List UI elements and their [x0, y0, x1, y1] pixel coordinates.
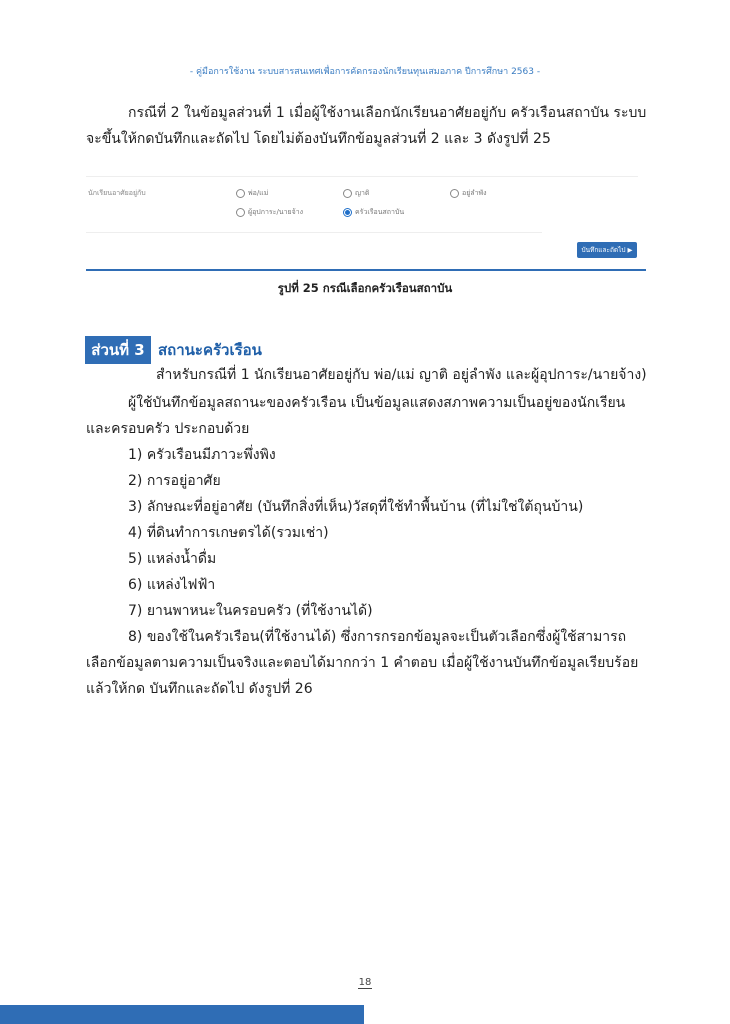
radio-label: ครัวเรือนสถาบัน — [355, 208, 405, 216]
radio-label: ญาติ — [355, 189, 370, 197]
radio-checked-icon — [343, 208, 352, 217]
radio-alone[interactable] — [450, 188, 487, 199]
section-subtitle: สำหรับกรณีที่ 1 นักเรียนอาศัยอยู่กับ พ่อ/แม่ ญาติ อยู่ลำพัง และผู้อุปการะ/นายจ้าง) — [156, 367, 647, 383]
list-item: 1) ครัวเรือนมีภาวะพึ่งพิง — [128, 447, 276, 463]
radio-guardian[interactable] — [236, 207, 303, 218]
list-item-8-paragraph: 8) ของใช้ในครัวเรือน(ที่ใช้งานได้) ซึ่งการกรอกข้อมูลจะเป็นตัวเลือกซึ่งผู้ใช้สามารถเลือกข้อมูลตามความเป็นจริงและตอบได้มากกว่า 1 คำตอบ เมื่อผู้ใช้งานบันทึกข้อมูลเรียบร้อยแล้วให้กด บันทึกและถัดไป ดังรูปที่ 26 — [86, 629, 639, 697]
figure-25 — [86, 176, 646, 272]
radio-circle-icon — [236, 189, 245, 198]
radio-label: ผู้อุปการะ/นายจ้าง — [248, 208, 304, 216]
list-item: 6) แหล่งไฟฟ้า — [128, 577, 216, 593]
radio-circle-icon — [450, 189, 459, 198]
list-item: 3) ลักษณะที่อยู่อาศัย (บันทึกสิ่งที่เห็น)วัสดุที่ใช้ทำพื้นบ้าน (ที่ไม่ใช่ใต้ถุนบ้าน) — [128, 499, 584, 515]
list-item: 7) ยานพาหนะในครอบครัว (ที่ใช้งานได้) — [128, 603, 373, 619]
section-description: ผู้ใช้บันทึกข้อมูลสถานะของครัวเรือน เป็นข้อมูลแสดงสภาพความเป็นอยู่ของนักเรียนและครอบครัว ประกอบด้วย — [86, 395, 626, 437]
page-number-text: 18 — [358, 977, 372, 988]
save-button-label: บันทึกและถัดไป — [581, 246, 626, 254]
figure-divider — [86, 176, 638, 177]
radio-label: พ่อ/แม่ — [248, 189, 269, 197]
play-arrow-icon: ▶ — [627, 246, 633, 254]
save-and-next-button[interactable] — [577, 242, 637, 258]
living-with-label: นักเรียนอาศัยอยู่กับ — [88, 189, 146, 197]
radio-parents[interactable] — [236, 188, 268, 199]
list-item: 5) แหล่งน้ำดื่ม — [128, 551, 217, 567]
radio-circle-icon — [343, 189, 352, 198]
intro-paragraph: กรณีที่ 2 ในข้อมูลส่วนที่ 1 เมื่อผู้ใช้งานเลือกนักเรียนอาศัยอยู่กับ ครัวเรือนสถาบัน ระบบจะขึ้นให้กดบันทึกและถัดไป โดยไม่ต้องบันทึกข้อมูลส่วนที่ 2 และ 3 ดังรูปที่ 25 — [86, 105, 647, 147]
running-header: - คู่มือการใช้งาน ระบบสารสนเทศเพื่อการคัดกรองนักเรียนทุนเสมอภาค ปีการศึกษา 2563 - — [189, 67, 541, 77]
radio-relatives[interactable] — [343, 188, 369, 199]
radio-institution[interactable] — [343, 207, 404, 218]
section-badge: ส่วนที่ 3 — [85, 336, 151, 364]
list-item: 2) การอยู่อาศัย — [128, 473, 221, 489]
radio-circle-icon — [236, 208, 245, 217]
section-title: สถานะครัวเรือน — [158, 341, 262, 359]
radio-label: อยู่ลำพัง — [462, 189, 487, 197]
list-item: 4) ที่ดินทำการเกษตรได้(รวมเช่า) — [128, 525, 329, 541]
figure-caption: รูปที่ 25 กรณีเลือกครัวเรือนสถาบัน — [277, 281, 453, 295]
page-number — [0, 977, 730, 988]
footer-bar — [0, 1005, 364, 1024]
figure-divider — [86, 232, 542, 233]
figure-bottom-rule — [86, 269, 646, 271]
